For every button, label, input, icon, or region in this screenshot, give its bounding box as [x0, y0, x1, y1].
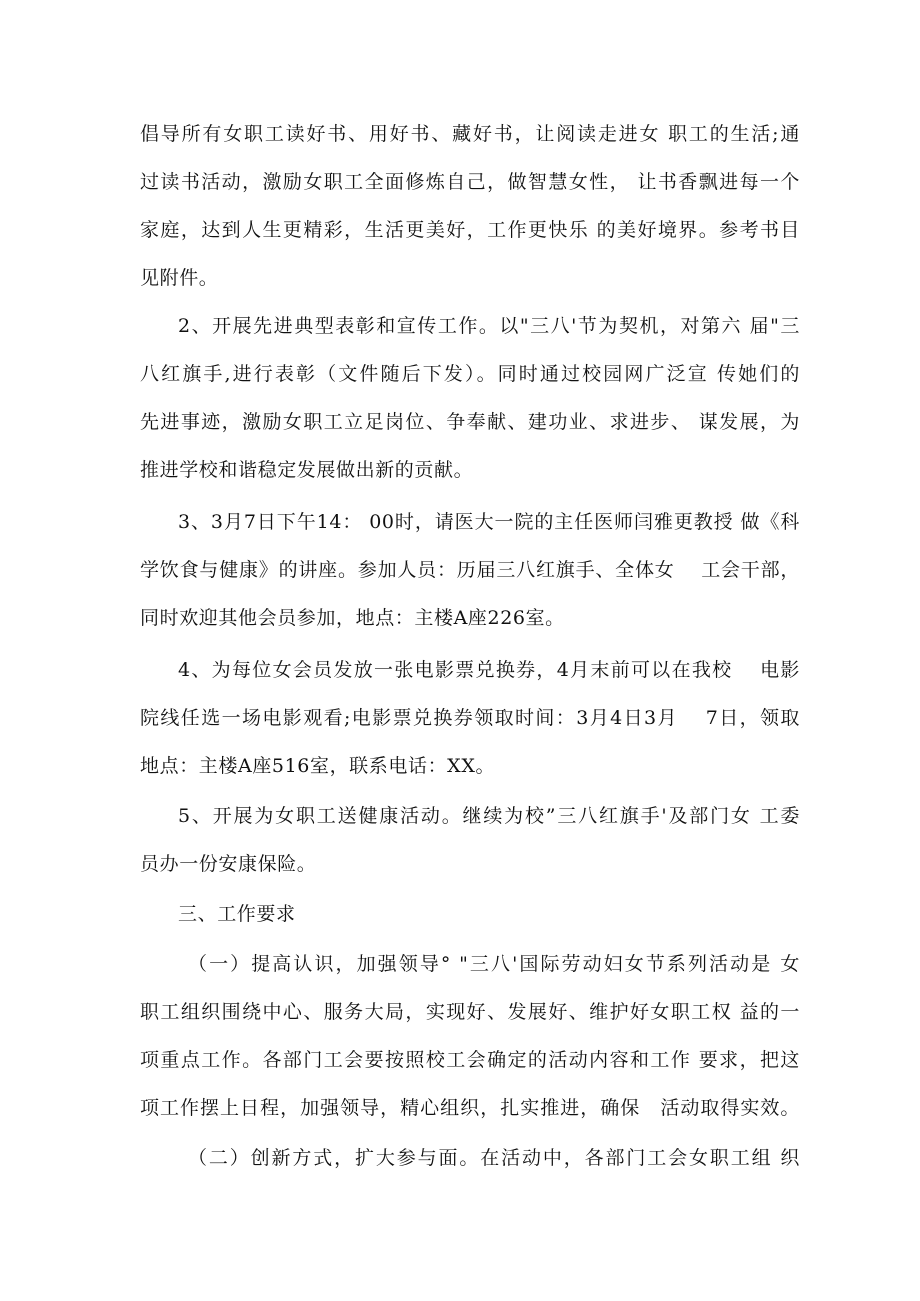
text-line-8: 推进学校和谐稳定发展做出新的贡献。 — [140, 459, 474, 481]
text-line-1: 倡导所有女职工读好书、用好书、藏好书，让阅读走进女 职工的生活;通 — [140, 123, 800, 145]
text-line-11: 同时欢迎其他会员参加，地点：主楼A座226室。 — [140, 607, 565, 629]
text-line-14: 地点：主楼A座516室，联系电话：XX。 — [140, 755, 496, 777]
text-line-15: 5、开展为女职工送健康活动。继续为校”三八红旗手'及部门女 工委 — [178, 805, 800, 827]
text-line-12: 4、为每位女会员发放一张电影票兑换券，4月末前可以在我校 电影 — [178, 659, 800, 681]
text-line-16: 员办一份安康保险。 — [140, 853, 317, 875]
text-line-21: （二）创新方式，扩大参与面。在活动中，各部门工会女职工组 织 — [188, 1147, 800, 1169]
text-line-6: 八红旗手,进行表彰（文件随后下发）。同时通过校园网广泛宣 传她们的 — [140, 363, 800, 385]
text-line-3: 家庭，达到人生更精彩，生活更美好，工作更快乐 的美好境界。参考书目 — [140, 219, 800, 241]
text-line-20: 项工作摆上日程，加强领导，精心组织，扎实推进，确保 活动取得实效。 — [140, 1097, 800, 1119]
text-line-18: 职工组织围绕中心、服务大局，实现好、发展好、维护好女职工权 益的一 — [140, 1001, 800, 1023]
text-line-9: 3、3月7日下午14： 00时，请医大一院的主任医师闫雅更教授 做《科 — [178, 511, 800, 533]
text-line-2: 过读书活动，激励女职工全面修炼自己，做智慧女性， 让书香飘进每一个 — [140, 171, 800, 193]
text-line-7: 先进事迹，激励女职工立足岗位、争奉献、建功业、求进步、 谋发展，为 — [140, 411, 800, 433]
text-line-19: 项重点工作。各部门工会要按照校工会确定的活动内容和工作 要求，把这 — [140, 1049, 800, 1071]
text-line-5: 2、开展先进典型表彰和宣传工作。以"三八'节为契机，对第六 届"三 — [178, 315, 800, 337]
text-line-13: 院线任选一场电影观看;电影票兑换券领取时间：3月4日3月 7日，领取 — [140, 707, 800, 729]
text-line-4: 见附件。 — [140, 267, 219, 289]
text-line-17: （一）提高认识，加强领导° "三八'国际劳动妇女节系列活动是 女 — [188, 953, 800, 975]
section-heading-requirements: 三、工作要求 — [178, 903, 296, 925]
text-line-10: 学饮食与健康》的讲座。参加人员：历届三八红旗手、全体女 工会干部， — [140, 559, 800, 581]
